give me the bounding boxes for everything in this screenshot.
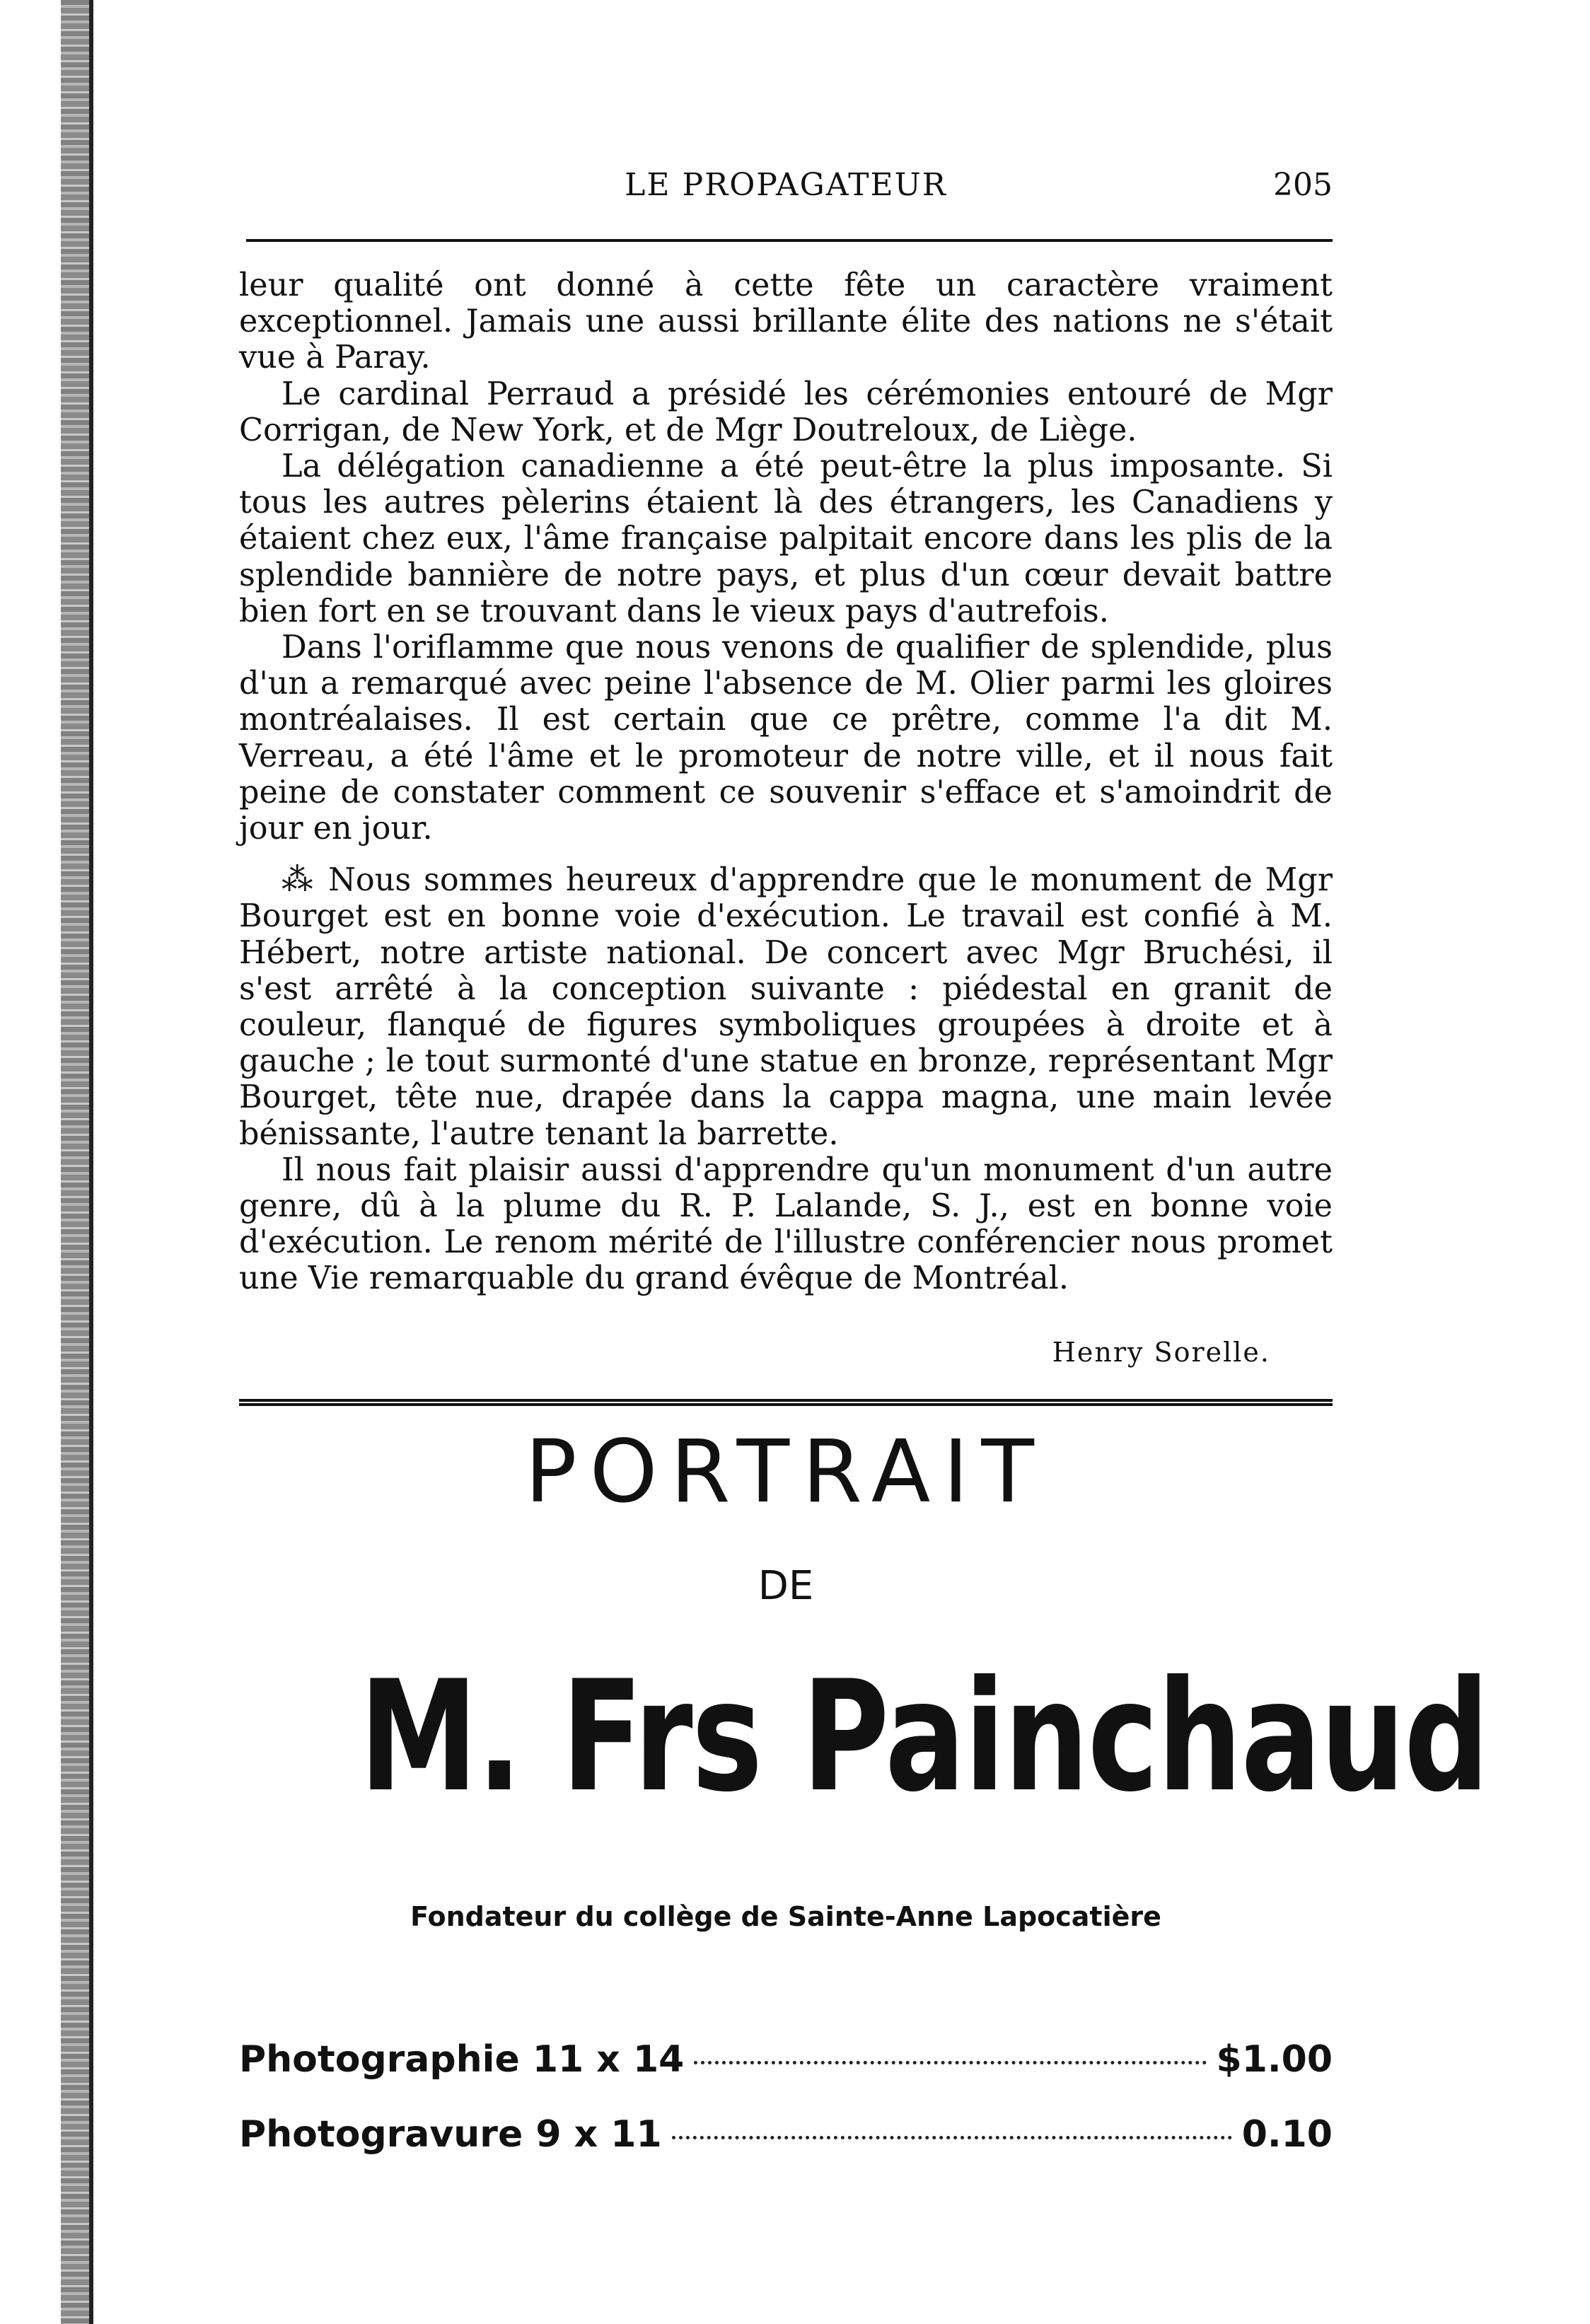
leader-dots: [694, 2061, 1206, 2064]
paragraph: Il nous fait plaisir aussi d'apprendre qu'un monument d'un autre genre, dû à la plume du R. P. Lalande, S. J., est en bonne voie d'exécution. Le renom mérité de l'illustre conférencier nous promet une Vie remarquable du grand évêque de Montréal.: [239, 1151, 1333, 1297]
paragraph: ⁂ Nous sommes heureux d'apprendre que le monument de Mgr Bourget est en bonne voie d'exécution. Le travail est confié à M. Hébert, notre artiste national. De concert avec Mgr Bruchési, il s'est arrêté à la conception suivante : piédestal en granit de couleur, flanqué de figures symboliques groupées à droite et à gauche ; le tout surmonté d'une statue en bronze, représentant Mgr Bourget, tête nue, drapée dans la cappa magna, une main levée bénissante, l'autre tenant la barrette.: [239, 862, 1333, 1152]
advert-heading: PORTRAIT: [525, 1422, 1047, 1522]
price-value: $1.00: [1216, 2038, 1333, 2081]
article-body: [239, 267, 1333, 1297]
header-rule: [246, 239, 1333, 242]
paragraph: Le cardinal Perraud a présidé les cérémonies entouré de Mgr Corrigan, de New York, et de Mgr Doutreloux, de Liège.: [239, 376, 1333, 448]
advert-name: M. Frs Painchaud: [359, 1648, 1489, 1825]
price-row: [239, 2038, 1333, 2089]
page-binding-edge: [61, 0, 89, 2324]
price-label: Photographie 11 x 14: [239, 2038, 685, 2081]
page-binding-line: [89, 0, 93, 2324]
price-value: 0.10: [1241, 2113, 1333, 2156]
author-signature: Henry Sorelle.: [1052, 1337, 1270, 1368]
journal-title: LE PROPAGATEUR: [625, 167, 947, 203]
price-label: Photogravure 9 x 11: [239, 2113, 662, 2156]
section-divider: [239, 1399, 1333, 1406]
paragraph: Dans l'oriflamme que nous venons de qualifier de splendide, plus d'un a remarqué avec peine l'absence de M. Olier parmi les gloires montréalaises. Il est certain que ce prêtre, comme l'a dit M. Verreau, a été l'âme et le promoteur de notre ville, et il nous fait peine de constater comment ce souvenir s'efface et s'amoindrit de jour en jour.: [239, 629, 1333, 847]
advert-de: DE: [758, 1563, 814, 1609]
paragraph: leur qualité ont donné à cette fête un caractère vraiment exceptionnel. Jamais une aussi brillante élite des nations ne s'était vue à Paray.: [239, 267, 1333, 376]
advert-subtitle: Fondateur du collège de Sainte-Anne Lapocatière: [410, 1901, 1161, 1932]
running-header: [239, 167, 1333, 209]
page-number: 205: [1273, 167, 1333, 203]
leader-dots: [672, 2136, 1232, 2139]
paragraph: La délégation canadienne a été peut-être la plus imposante. Si tous les autres pèlerins étaient là des étrangers, les Canadiens y étaient chez eux, l'âme française palpitait encore dans les plis de la splendide bannière de notre pays, et plus d'un cœur devait battre bien fort en se trouvant dans le vieux pays d'autrefois.: [239, 448, 1333, 629]
price-row: [239, 2113, 1333, 2164]
